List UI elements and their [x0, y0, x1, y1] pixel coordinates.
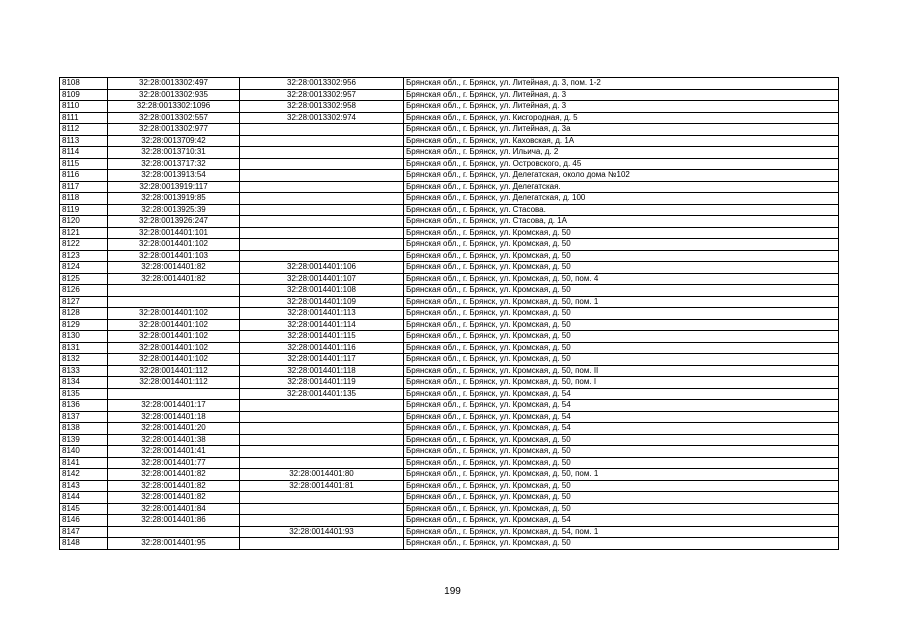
address-cell: Брянская обл., г. Брянск, ул. Кромская, д. 50, пом. 1 — [404, 296, 839, 308]
table-row — [60, 469, 839, 481]
object-cadastral-number-cell — [240, 124, 404, 136]
cadastral-number-cell: 32:28:0014401:102 — [108, 239, 240, 251]
object-cadastral-number-cell: 32:28:0013302:958 — [240, 101, 404, 113]
object-cadastral-number-cell — [240, 227, 404, 239]
object-cadastral-number-cell: 32:28:0014401:117 — [240, 354, 404, 366]
object-cadastral-number-cell — [240, 147, 404, 159]
table-row — [60, 250, 839, 262]
cadastral-number-cell: 32:28:0014401:84 — [108, 503, 240, 515]
row-number-cell: 8125 — [60, 273, 108, 285]
cadastral-number-cell: 32:28:0014401:38 — [108, 434, 240, 446]
table-row — [60, 434, 839, 446]
address-cell: Брянская обл., г. Брянск, ул. Литейная, д. 3а — [404, 124, 839, 136]
address-cell: Брянская обл., г. Брянск, ул. Кромская, д. 50, пом. 4 — [404, 273, 839, 285]
address-cell: Брянская обл., г. Брянск, ул. Кромская, д. 54 — [404, 423, 839, 435]
address-cell: Брянская обл., г. Брянск, ул. Кисгородная, д. 5 — [404, 112, 839, 124]
table-row — [60, 308, 839, 320]
row-number-cell: 8137 — [60, 411, 108, 423]
cadastral-number-cell: 32:28:0014401:20 — [108, 423, 240, 435]
cadastral-number-cell: 32:28:0014401:77 — [108, 457, 240, 469]
object-cadastral-number-cell — [240, 204, 404, 216]
cadastral-number-cell: 32:28:0014401:102 — [108, 354, 240, 366]
row-number-cell: 8141 — [60, 457, 108, 469]
row-number-cell: 8121 — [60, 227, 108, 239]
address-cell: Брянская обл., г. Брянск, ул. Кромская, д. 50, пом. II — [404, 365, 839, 377]
cadastral-number-cell: 32:28:0014401:102 — [108, 331, 240, 343]
table-row — [60, 492, 839, 504]
row-number-cell: 8114 — [60, 147, 108, 159]
object-cadastral-number-cell — [240, 457, 404, 469]
row-number-cell: 8138 — [60, 423, 108, 435]
address-cell: Брянская обл., г. Брянск, ул. Ильича, д. 2 — [404, 147, 839, 159]
cadastral-number-cell: 32:28:0013717:32 — [108, 158, 240, 170]
cadastral-number-cell: 32:28:0014401:82 — [108, 480, 240, 492]
address-cell: Брянская обл., г. Брянск, ул. Кромская, д. 50 — [404, 262, 839, 274]
table-row — [60, 112, 839, 124]
row-number-cell: 8120 — [60, 216, 108, 228]
cadastral-number-cell — [108, 388, 240, 400]
row-number-cell: 8133 — [60, 365, 108, 377]
address-cell: Брянская обл., г. Брянск, ул. Кромская, д. 50 — [404, 331, 839, 343]
row-number-cell: 8126 — [60, 285, 108, 297]
row-number-cell: 8132 — [60, 354, 108, 366]
address-cell: Брянская обл., г. Брянск, ул. Кромская, д. 54 — [404, 515, 839, 527]
cadastral-number-cell: 32:28:0013709:42 — [108, 135, 240, 147]
address-cell: Брянская обл., г. Брянск, ул. Кромская, д. 50 — [404, 446, 839, 458]
table-row — [60, 446, 839, 458]
address-cell: Брянская обл., г. Брянск, ул. Каховская, д. 1А — [404, 135, 839, 147]
row-number-cell: 8112 — [60, 124, 108, 136]
object-cadastral-number-cell: 32:28:0013302:974 — [240, 112, 404, 124]
table-row — [60, 515, 839, 527]
table-row — [60, 101, 839, 113]
address-cell: Брянская обл., г. Брянск, ул. Литейная, д. 3 — [404, 89, 839, 101]
table-row — [60, 377, 839, 389]
object-cadastral-number-cell: 32:28:0014401:114 — [240, 319, 404, 331]
table-row — [60, 480, 839, 492]
cadastral-number-cell: 32:28:0013919:85 — [108, 193, 240, 205]
object-cadastral-number-cell — [240, 423, 404, 435]
row-number-cell: 8116 — [60, 170, 108, 182]
object-cadastral-number-cell: 32:28:0014401:119 — [240, 377, 404, 389]
cadastral-number-cell: 32:28:0013919:117 — [108, 181, 240, 193]
object-cadastral-number-cell: 32:28:0014401:93 — [240, 526, 404, 538]
address-cell: Брянская обл., г. Брянск, ул. Кромская, д. 50 — [404, 342, 839, 354]
cadastral-number-cell: 32:28:0014401:41 — [108, 446, 240, 458]
cadastral-number-cell: 32:28:0014401:95 — [108, 538, 240, 550]
cadastral-number-cell: 32:28:0014401:86 — [108, 515, 240, 527]
table-row — [60, 503, 839, 515]
object-cadastral-number-cell — [240, 492, 404, 504]
row-number-cell: 8122 — [60, 239, 108, 251]
object-cadastral-number-cell: 32:28:0014401:115 — [240, 331, 404, 343]
object-cadastral-number-cell — [240, 411, 404, 423]
table-row — [60, 124, 839, 136]
row-number-cell: 8146 — [60, 515, 108, 527]
address-cell: Брянская обл., г. Брянск, ул. Кромская, д. 50 — [404, 250, 839, 262]
address-cell: Брянская обл., г. Брянск, ул. Литейная, д. 3 — [404, 101, 839, 113]
row-number-cell: 8111 — [60, 112, 108, 124]
cadastral-number-cell: 32:28:0014401:82 — [108, 492, 240, 504]
address-cell: Брянская обл., г. Брянск, ул. Кромская, д. 50 — [404, 319, 839, 331]
table-row — [60, 193, 839, 205]
row-number-cell: 8118 — [60, 193, 108, 205]
registry-table — [59, 77, 839, 550]
table-row — [60, 365, 839, 377]
object-cadastral-number-cell — [240, 538, 404, 550]
row-number-cell: 8148 — [60, 538, 108, 550]
object-cadastral-number-cell: 32:28:0013302:956 — [240, 78, 404, 90]
address-cell: Брянская обл., г. Брянск, ул. Делегатская, д. 100 — [404, 193, 839, 205]
cadastral-number-cell: 32:28:0013302:1096 — [108, 101, 240, 113]
cadastral-number-cell: 32:28:0014401:102 — [108, 308, 240, 320]
object-cadastral-number-cell — [240, 515, 404, 527]
table-row — [60, 239, 839, 251]
row-number-cell: 8144 — [60, 492, 108, 504]
table-row — [60, 319, 839, 331]
table-row — [60, 526, 839, 538]
table-row — [60, 216, 839, 228]
object-cadastral-number-cell: 32:28:0014401:106 — [240, 262, 404, 274]
cadastral-number-cell: 32:28:0013302:497 — [108, 78, 240, 90]
table-row — [60, 423, 839, 435]
cadastral-number-cell: 32:28:0013913:54 — [108, 170, 240, 182]
cadastral-number-cell: 32:28:0013302:557 — [108, 112, 240, 124]
row-number-cell: 8139 — [60, 434, 108, 446]
address-cell: Брянская обл., г. Брянск, ул. Островского, д. 45 — [404, 158, 839, 170]
object-cadastral-number-cell — [240, 250, 404, 262]
table-row — [60, 538, 839, 550]
object-cadastral-number-cell — [240, 434, 404, 446]
address-cell: Брянская обл., г. Брянск, ул. Стасова, д. 1А — [404, 216, 839, 228]
address-cell: Брянская обл., г. Брянск, ул. Кромская, д. 50 — [404, 457, 839, 469]
cadastral-number-cell: 32:28:0014401:18 — [108, 411, 240, 423]
page-number: 199 — [444, 586, 461, 597]
cadastral-number-cell: 32:28:0014401:82 — [108, 469, 240, 481]
object-cadastral-number-cell: 32:28:0014401:135 — [240, 388, 404, 400]
cadastral-number-cell: 32:28:0013710:31 — [108, 147, 240, 159]
object-cadastral-number-cell: 32:28:0014401:107 — [240, 273, 404, 285]
table-row — [60, 354, 839, 366]
table-row — [60, 89, 839, 101]
object-cadastral-number-cell — [240, 216, 404, 228]
row-number-cell: 8109 — [60, 89, 108, 101]
table-row — [60, 181, 839, 193]
row-number-cell: 8108 — [60, 78, 108, 90]
table-row — [60, 78, 839, 90]
row-number-cell: 8142 — [60, 469, 108, 481]
object-cadastral-number-cell: 32:28:0014401:108 — [240, 285, 404, 297]
cadastral-number-cell: 32:28:0013926:247 — [108, 216, 240, 228]
object-cadastral-number-cell — [240, 503, 404, 515]
cadastral-number-cell: 32:28:0014401:102 — [108, 319, 240, 331]
object-cadastral-number-cell — [240, 400, 404, 412]
row-number-cell: 8134 — [60, 377, 108, 389]
address-cell: Брянская обл., г. Брянск, ул. Кромская, д. 50 — [404, 239, 839, 251]
address-cell: Брянская обл., г. Брянск, ул. Кромская, д. 50, пом. 1 — [404, 469, 839, 481]
object-cadastral-number-cell: 32:28:0014401:81 — [240, 480, 404, 492]
address-cell: Брянская обл., г. Брянск, ул. Кромская, д. 54 — [404, 400, 839, 412]
object-cadastral-number-cell — [240, 170, 404, 182]
cadastral-number-cell: 32:28:0014401:101 — [108, 227, 240, 239]
table-row — [60, 400, 839, 412]
address-cell: Брянская обл., г. Брянск, ул. Кромская, д. 50 — [404, 480, 839, 492]
address-cell: Брянская обл., г. Брянск, ул. Делегатская. — [404, 181, 839, 193]
table-row — [60, 135, 839, 147]
row-number-cell: 8130 — [60, 331, 108, 343]
address-cell: Брянская обл., г. Брянск, ул. Кромская, д. 54, пом. 1 — [404, 526, 839, 538]
table-row — [60, 457, 839, 469]
cadastral-number-cell: 32:28:0013302:977 — [108, 124, 240, 136]
row-number-cell: 8129 — [60, 319, 108, 331]
address-cell: Брянская обл., г. Брянск, ул. Кромская, д. 50 — [404, 227, 839, 239]
row-number-cell: 8147 — [60, 526, 108, 538]
row-number-cell: 8140 — [60, 446, 108, 458]
object-cadastral-number-cell — [240, 239, 404, 251]
address-cell: Брянская обл., г. Брянск, ул. Кромская, д. 50 — [404, 538, 839, 550]
row-number-cell: 8136 — [60, 400, 108, 412]
cadastral-number-cell: 32:28:0014401:112 — [108, 365, 240, 377]
address-cell: Брянская обл., г. Брянск, ул. Литейная, д. 3, пом. 1-2 — [404, 78, 839, 90]
table-row — [60, 388, 839, 400]
table-row — [60, 158, 839, 170]
object-cadastral-number-cell: 32:28:0014401:116 — [240, 342, 404, 354]
row-number-cell: 8143 — [60, 480, 108, 492]
row-number-cell: 8110 — [60, 101, 108, 113]
table-row — [60, 273, 839, 285]
cadastral-number-cell: 32:28:0014401:82 — [108, 273, 240, 285]
address-cell: Брянская обл., г. Брянск, ул. Кромская, д. 50 — [404, 308, 839, 320]
row-number-cell: 8128 — [60, 308, 108, 320]
registry-table-body — [60, 78, 839, 550]
object-cadastral-number-cell: 32:28:0014401:118 — [240, 365, 404, 377]
table-row — [60, 296, 839, 308]
address-cell: Брянская обл., г. Брянск, ул. Кромская, д. 50 — [404, 434, 839, 446]
address-cell: Брянская обл., г. Брянск, ул. Делегатская, около дома №102 — [404, 170, 839, 182]
row-number-cell: 8131 — [60, 342, 108, 354]
table-row — [60, 204, 839, 216]
table-row — [60, 170, 839, 182]
table-row — [60, 331, 839, 343]
cadastral-number-cell: 32:28:0014401:102 — [108, 342, 240, 354]
cadastral-number-cell: 32:28:0013302:935 — [108, 89, 240, 101]
cadastral-number-cell: 32:28:0013925:39 — [108, 204, 240, 216]
row-number-cell: 8123 — [60, 250, 108, 262]
object-cadastral-number-cell — [240, 193, 404, 205]
cadastral-number-cell: 32:28:0014401:17 — [108, 400, 240, 412]
table-row — [60, 285, 839, 297]
table-row — [60, 147, 839, 159]
row-number-cell: 8127 — [60, 296, 108, 308]
object-cadastral-number-cell: 32:28:0013302:957 — [240, 89, 404, 101]
address-cell: Брянская обл., г. Брянск, ул. Кромская, д. 50 — [404, 354, 839, 366]
table-row — [60, 342, 839, 354]
table-row — [60, 411, 839, 423]
cadastral-number-cell — [108, 296, 240, 308]
row-number-cell: 8124 — [60, 262, 108, 274]
cadastral-number-cell: 32:28:0014401:112 — [108, 377, 240, 389]
row-number-cell: 8145 — [60, 503, 108, 515]
address-cell: Брянская обл., г. Брянск, ул. Стасова. — [404, 204, 839, 216]
address-cell: Брянская обл., г. Брянск, ул. Кромская, д. 50 — [404, 492, 839, 504]
address-cell: Брянская обл., г. Брянск, ул. Кромская, д. 54 — [404, 411, 839, 423]
address-cell: Брянская обл., г. Брянск, ул. Кромская, д. 50 — [404, 285, 839, 297]
row-number-cell: 8135 — [60, 388, 108, 400]
object-cadastral-number-cell: 32:28:0014401:109 — [240, 296, 404, 308]
object-cadastral-number-cell: 32:28:0014401:113 — [240, 308, 404, 320]
address-cell: Брянская обл., г. Брянск, ул. Кромская, д. 54 — [404, 388, 839, 400]
address-cell: Брянская обл., г. Брянск, ул. Кромская, д. 50 — [404, 503, 839, 515]
cadastral-number-cell: 32:28:0014401:103 — [108, 250, 240, 262]
object-cadastral-number-cell — [240, 158, 404, 170]
address-cell: Брянская обл., г. Брянск, ул. Кромская, д. 50, пом. I — [404, 377, 839, 389]
object-cadastral-number-cell — [240, 135, 404, 147]
cadastral-number-cell: 32:28:0014401:82 — [108, 262, 240, 274]
row-number-cell: 8117 — [60, 181, 108, 193]
object-cadastral-number-cell — [240, 181, 404, 193]
row-number-cell: 8113 — [60, 135, 108, 147]
table-row — [60, 227, 839, 239]
object-cadastral-number-cell: 32:28:0014401:80 — [240, 469, 404, 481]
row-number-cell: 8115 — [60, 158, 108, 170]
row-number-cell: 8119 — [60, 204, 108, 216]
cadastral-number-cell — [108, 285, 240, 297]
object-cadastral-number-cell — [240, 446, 404, 458]
table-row — [60, 262, 839, 274]
cadastral-number-cell — [108, 526, 240, 538]
